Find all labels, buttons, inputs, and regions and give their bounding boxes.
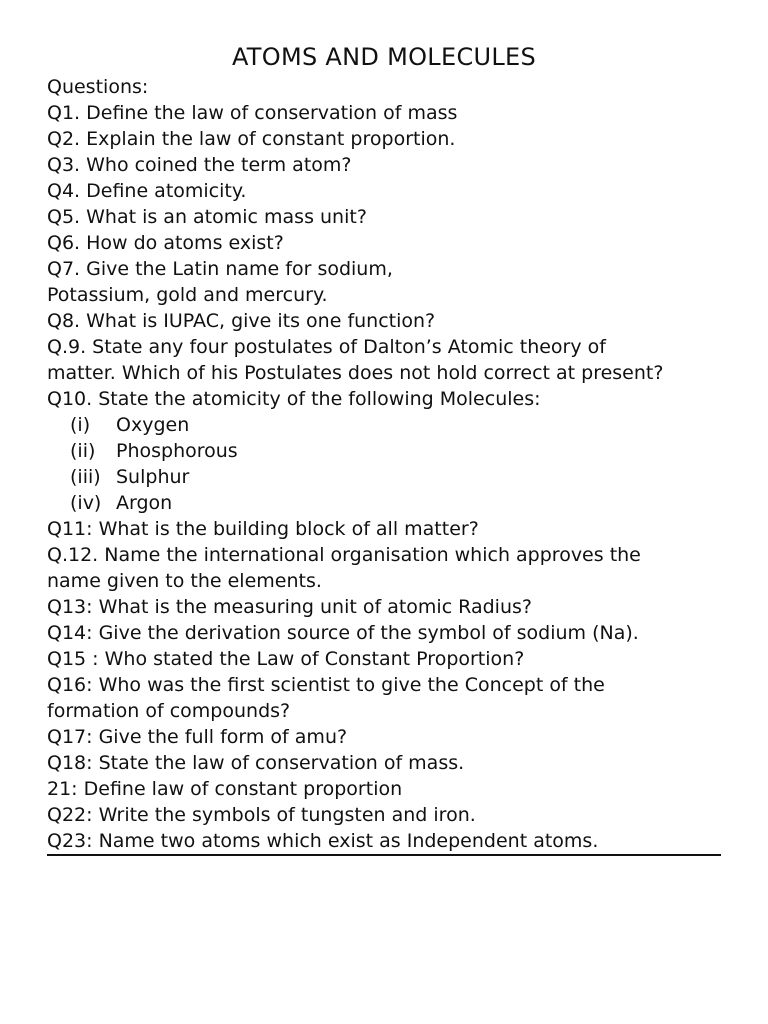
question-21: 21: Define law of constant proportion [47,778,403,800]
question-7-line-2: Potassium, gold and mercury. [47,284,328,306]
question-4: Q4. Define atomicity. [47,180,247,202]
q10-sub-item [47,464,737,490]
sub-item-text: Argon [116,492,173,514]
question-5: Q5. What is an atomic mass unit? [47,206,367,228]
question-18: Q18: State the law of conservation of mass. [47,752,465,774]
question-1: Q1. Define the law of conservation of mass [47,102,458,124]
question-9-line-2: matter. Which of his Postulates does not hold correct at present? [47,362,664,384]
sub-item-text: Sulphur [116,466,190,488]
question-17: Q17: Give the full form of amu? [47,726,348,748]
question-22: Q22: Write the symbols of tungsten and iron. [47,804,476,826]
question-10: Q10. State the atomicity of the following Molecules: [47,388,541,410]
question-23: Q23: Name two atoms which exist as Independent atoms. [47,830,599,852]
question-14: Q14: Give the derivation source of the symbol of sodium (Na). [47,622,639,644]
question-9-line-1: Q.9. State any four postulates of Dalton’s Atomic theory of [47,336,606,358]
sub-item-number: (iii) [70,466,101,488]
question-6: Q6. How do atoms exist? [47,232,284,254]
sub-item-text: Oxygen [116,414,190,436]
question-list [47,74,737,854]
sub-item-number: (i) [70,414,91,436]
page-title: ATOMS AND MOLECULES [231,43,537,71]
question-8: Q8. What is IUPAC, give its one function? [47,310,436,332]
question-16-line-1: Q16: Who was the first scientist to give the Concept of the [47,674,605,696]
q10-sub-item [47,438,737,464]
question-12-line-2: name given to the elements. [47,570,322,592]
question-11: Q11: What is the building block of all matter? [47,518,479,540]
question-12-line-1: Q.12. Name the international organisation which approves the [47,544,641,566]
question-7-line-1: Q7. Give the Latin name for sodium, [47,258,393,280]
sub-item-number: (ii) [70,440,96,462]
question-16-line-2: formation of compounds? [47,700,291,722]
question-3: Q3. Who coined the term atom? [47,154,352,176]
sub-item-number: (iv) [70,492,102,514]
q10-sub-item [47,490,737,516]
question-13: Q13: What is the measuring unit of atomic Radius? [47,596,532,618]
sub-item-text: Phosphorous [116,440,238,462]
q10-sub-item [47,412,737,438]
question-2: Q2. Explain the law of constant proportion. [47,128,456,150]
bottom-divider [47,854,721,856]
questions-heading: Questions: [47,76,149,98]
question-15: Q15 : Who stated the Law of Constant Proportion? [47,648,525,670]
